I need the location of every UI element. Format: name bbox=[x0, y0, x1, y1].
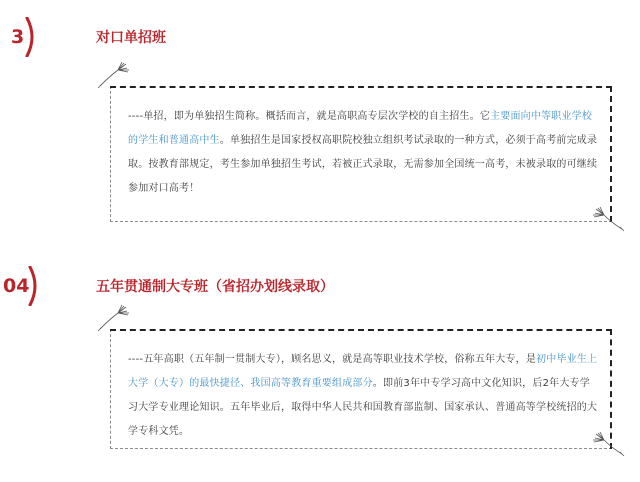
section-title: 对口单招班 bbox=[96, 30, 166, 46]
body-text: ----五年高职（五年制一贯制大专），顾名思义，就是高等职业技术学校，俗称五年大专，是 bbox=[128, 354, 537, 365]
highlight-text: 主要面向中等职业学校的学生和普通高中生 bbox=[128, 111, 593, 146]
body-text: ----单招，即为单独招生简称。概括而言，就是高职高专层次学校的自主招生。它 bbox=[128, 111, 491, 122]
dandelion-seed-icon bbox=[592, 207, 626, 235]
dandelion-seed-icon bbox=[96, 62, 130, 90]
dandelion-seed-icon bbox=[96, 305, 130, 333]
frame-right-border bbox=[610, 329, 612, 449]
section-body bbox=[128, 348, 598, 444]
section-number: 3 bbox=[11, 26, 25, 48]
parenthesis-arc-icon bbox=[27, 266, 41, 306]
body-text: 。单独招生是国家授权高职院校独立组织考试录取的一种方式，必须于高考前完成录取。按教育部规定，考生参加单独招生考试，若被正式录取，无需参加全国统一高考，未被录取的可继续参加对口高考！ bbox=[128, 135, 598, 194]
body-text: 。即前3年中专学习高中文化知识，后2年大专学习大学专业理论知识。五年毕业后，取得中华人民共和国教育部监制、国家承认、普通高等学校统招的大学专科文凭。 bbox=[128, 378, 598, 437]
frame-top-border bbox=[110, 329, 612, 331]
highlight-text: 初中毕业生上大学（大专）的最快捷径、我国高等教育重要组成部分 bbox=[128, 354, 598, 389]
section-number: 04 bbox=[3, 275, 30, 297]
section-title: 五年贯通制大专班（省招办划线录取） bbox=[96, 279, 334, 295]
section-body bbox=[128, 105, 598, 201]
parenthesis-arc-icon bbox=[24, 17, 38, 57]
frame-right-border bbox=[610, 86, 612, 222]
frame-top-border bbox=[110, 86, 612, 88]
